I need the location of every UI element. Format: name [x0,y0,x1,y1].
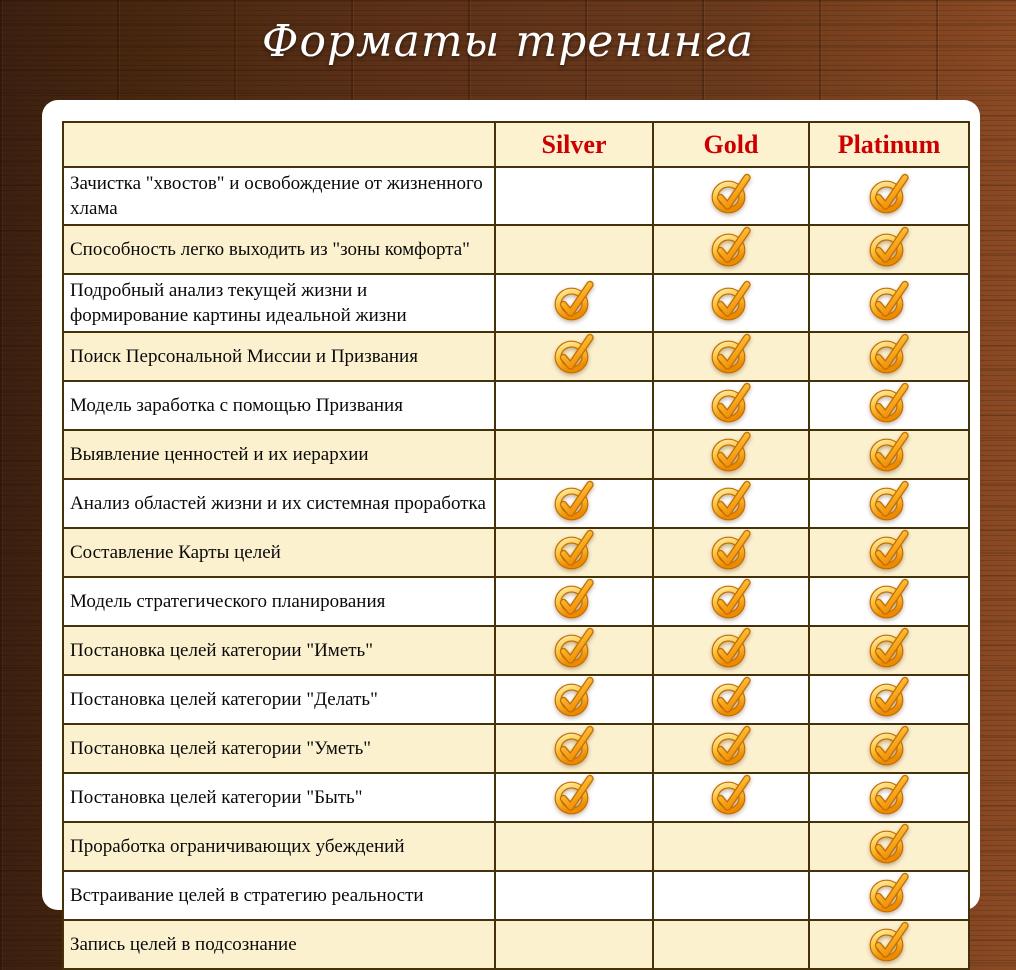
silver-cell [495,430,653,479]
gold-cell [653,167,809,225]
gold-check-icon [869,921,909,963]
silver-cell [495,528,653,577]
feature-label: Модель заработка с помощью Призвания [63,381,495,430]
feature-label: Модель стратегического планирования [63,577,495,626]
gold-check-icon [869,280,909,322]
page-title: Форматы тренинга [261,16,755,67]
gold-check-icon [554,333,594,375]
gold-check-icon [554,529,594,571]
silver-cell [495,822,653,871]
gold-check-icon [711,431,751,473]
gold-check-icon [869,578,909,620]
column-header-gold: Gold [653,122,809,167]
feature-label: Составление Карты целей [63,528,495,577]
table-row [63,430,969,479]
table-row [63,225,969,274]
gold-check-icon [711,774,751,816]
platinum-cell [809,274,969,332]
feature-label: Постановка целей категории "Уметь" [63,724,495,773]
header-row [63,122,969,167]
table-row [63,479,969,528]
platinum-cell [809,724,969,773]
gold-cell [653,479,809,528]
feature-label: Анализ областей жизни и их системная проработка [63,479,495,528]
table-row [63,920,969,969]
silver-cell [495,225,653,274]
gold-check-icon [554,627,594,669]
platinum-cell [809,822,969,871]
gold-cell [653,274,809,332]
column-header-silver: Silver [495,122,653,167]
gold-cell [653,871,809,920]
gold-check-icon [554,774,594,816]
feature-label: Постановка целей категории "Иметь" [63,626,495,675]
platinum-cell [809,920,969,969]
gold-cell [653,332,809,381]
gold-check-icon [711,280,751,322]
table-row [63,528,969,577]
formats-comparison-table [62,121,970,970]
gold-check-icon [711,578,751,620]
feature-table-body [63,167,969,969]
feature-label: Встраивание целей в стратегию реальности [63,871,495,920]
gold-check-icon [869,173,909,215]
gold-cell [653,225,809,274]
gold-check-icon [711,627,751,669]
gold-check-icon [711,480,751,522]
feature-label: Выявление ценностей и их иерархии [63,430,495,479]
platinum-cell [809,430,969,479]
gold-check-icon [869,676,909,718]
platinum-cell [809,871,969,920]
platinum-cell [809,528,969,577]
feature-label: Запись целей в подсознание [63,920,495,969]
table-row [63,724,969,773]
silver-cell [495,871,653,920]
column-header-platinum: Platinum [809,122,969,167]
platinum-cell [809,332,969,381]
gold-cell [653,381,809,430]
gold-cell [653,528,809,577]
gold-check-icon [869,627,909,669]
table-row [63,871,969,920]
gold-check-icon [711,173,751,215]
gold-check-icon [869,725,909,767]
gold-check-icon [554,725,594,767]
gold-check-icon [711,529,751,571]
gold-cell [653,626,809,675]
gold-check-icon [554,676,594,718]
table-row [63,577,969,626]
gold-check-icon [711,725,751,767]
table-row [63,773,969,822]
platinum-cell [809,577,969,626]
platinum-cell [809,167,969,225]
feature-label: Подробный анализ текущей жизни и формирование картины идеальной жизни [63,274,495,332]
silver-cell [495,920,653,969]
gold-cell [653,675,809,724]
feature-label: Проработка ограничивающих убеждений [63,822,495,871]
table-row [63,675,969,724]
gold-check-icon [554,480,594,522]
gold-check-icon [554,280,594,322]
feature-label: Постановка целей категории "Делать" [63,675,495,724]
gold-check-icon [554,578,594,620]
gold-check-icon [711,333,751,375]
gold-cell [653,430,809,479]
gold-cell [653,724,809,773]
gold-cell [653,822,809,871]
table-row [63,167,969,225]
platinum-cell [809,381,969,430]
feature-label: Поиск Персональной Миссии и Призвания [63,332,495,381]
gold-check-icon [711,382,751,424]
gold-check-icon [869,872,909,914]
silver-cell [495,332,653,381]
table-row [63,332,969,381]
gold-cell [653,773,809,822]
gold-check-icon [869,823,909,865]
feature-column-header [63,122,495,167]
table-row [63,381,969,430]
table-row [63,822,969,871]
feature-label: Способность легко выходить из "зоны комфорта" [63,225,495,274]
platinum-cell [809,626,969,675]
platinum-cell [809,225,969,274]
platinum-cell [809,773,969,822]
gold-check-icon [869,226,909,268]
table-row [63,274,969,332]
gold-cell [653,920,809,969]
gold-check-icon [869,774,909,816]
gold-check-icon [869,529,909,571]
gold-check-icon [869,431,909,473]
platinum-cell [809,675,969,724]
silver-cell [495,167,653,225]
gold-check-icon [869,480,909,522]
silver-cell [495,577,653,626]
content-panel [42,100,980,956]
feature-label: Постановка целей категории "Быть" [63,773,495,822]
feature-label: Зачистка "хвостов" и освобождение от жизненного хлама [63,167,495,225]
gold-check-icon [869,382,909,424]
table-row [63,626,969,675]
silver-cell [495,626,653,675]
silver-cell [495,724,653,773]
gold-cell [653,577,809,626]
silver-cell [495,274,653,332]
silver-cell [495,675,653,724]
platinum-cell [809,479,969,528]
silver-cell [495,479,653,528]
gold-check-icon [869,333,909,375]
silver-cell [495,381,653,430]
silver-cell [495,773,653,822]
gold-check-icon [711,676,751,718]
gold-check-icon [711,226,751,268]
